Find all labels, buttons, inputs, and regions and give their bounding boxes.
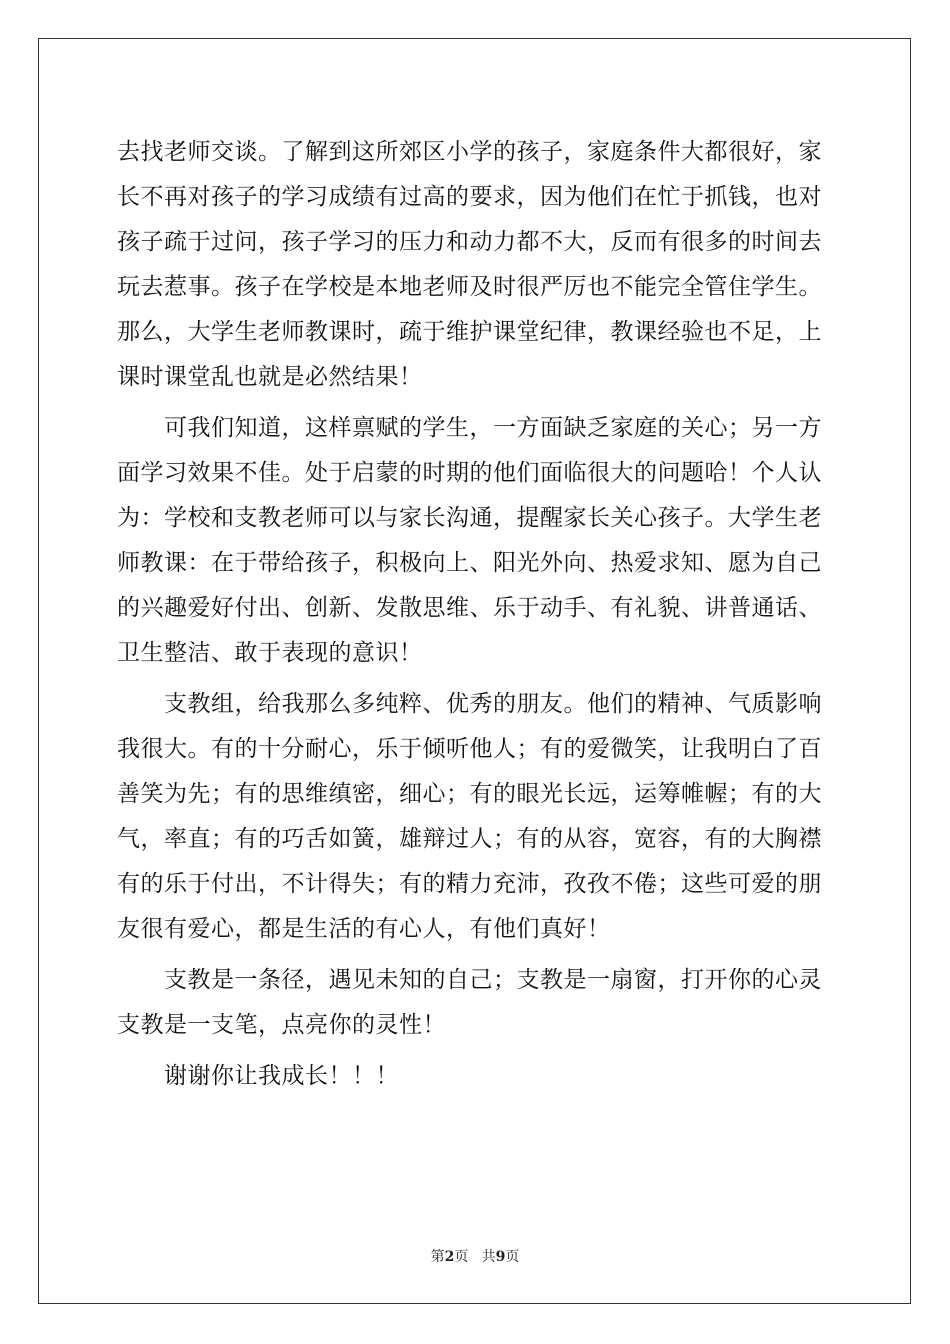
text-line: 玩去惹事。孩子在学校是本地老师及时很严厉也不能完全管住学生。 [117, 274, 822, 300]
text-line: 那么，大学生老师教课时，疏于维护课堂纪律，教课经验也不足，上 [117, 319, 822, 345]
text-line: 友很有爱心，都是生活的有心人，有他们真好！ [117, 916, 611, 942]
text-line: 的兴趣爱好付出、创新、发散思维、乐于动手、有礼貌、讲普通话、 [117, 595, 822, 621]
text-line: 善笑为先；有的思维缜密，细心；有的眼光长远，运筹帷幄；有的大 [117, 781, 822, 807]
text-line: 谢谢你让我成长！！！ [164, 1063, 399, 1089]
text-line: 师教课：在于带给孩子，积极向上、阳光外向、热爱求知、愿为自己 [117, 550, 822, 576]
total-suffix: 页 [505, 1249, 520, 1265]
text-line: 课时课堂乱也就是必然结果！ [117, 364, 423, 390]
text-line: 我很大。有的十分耐心，乐于倾听他人；有的爱微笑，让我明白了百 [117, 736, 822, 762]
total-pages: 9 [495, 1249, 506, 1265]
page-suffix: 页 [454, 1249, 469, 1265]
text-line: 卫生整洁、敢于表现的意识！ [117, 640, 423, 666]
text-line: 气，率直；有的巧舌如簧，雄辩过人；有的从容，宽容，有的大胸襟 [117, 826, 822, 852]
text-line: 有的乐于付出，不计得失；有的精力充沛，孜孜不倦；这些可爱的朋 [117, 871, 822, 897]
text-line: 面学习效果不佳。处于启蒙的时期的他们面临很大的问题哈！个人认 [117, 460, 822, 486]
total-prefix: 共 [481, 1249, 496, 1265]
page-footer [0, 1246, 950, 1266]
text-line: 支教组，给我那么多纯粹、优秀的朋友。他们的精神、气质影响 [164, 691, 822, 717]
text-line: 孩子疏于过问，孩子学习的压力和动力都不大，反而有很多的时间去 [117, 229, 822, 255]
text-line: 去找老师交谈。了解到这所郊区小学的孩子，家庭条件大都很好，家 [117, 139, 822, 165]
text-line: 支教是一支笔，点亮你的灵性！ [117, 1012, 446, 1038]
text-line: 支教是一条径，遇见未知的自己；支教是一扇窗，打开你的心灵 [164, 967, 822, 993]
page-prefix: 第 [430, 1249, 445, 1265]
text-line: 可我们知道，这样禀赋的学生，一方面缺乏家庭的关心；另一方 [164, 415, 822, 441]
text-line: 长不再对孩子的学习成绩有过高的要求，因为他们在忙于抓钱，也对 [117, 184, 822, 210]
page-number: 2 [444, 1249, 455, 1265]
text-line: 为：学校和支教老师可以与家长沟通，提醒家长关心孩子。大学生老 [117, 505, 822, 531]
